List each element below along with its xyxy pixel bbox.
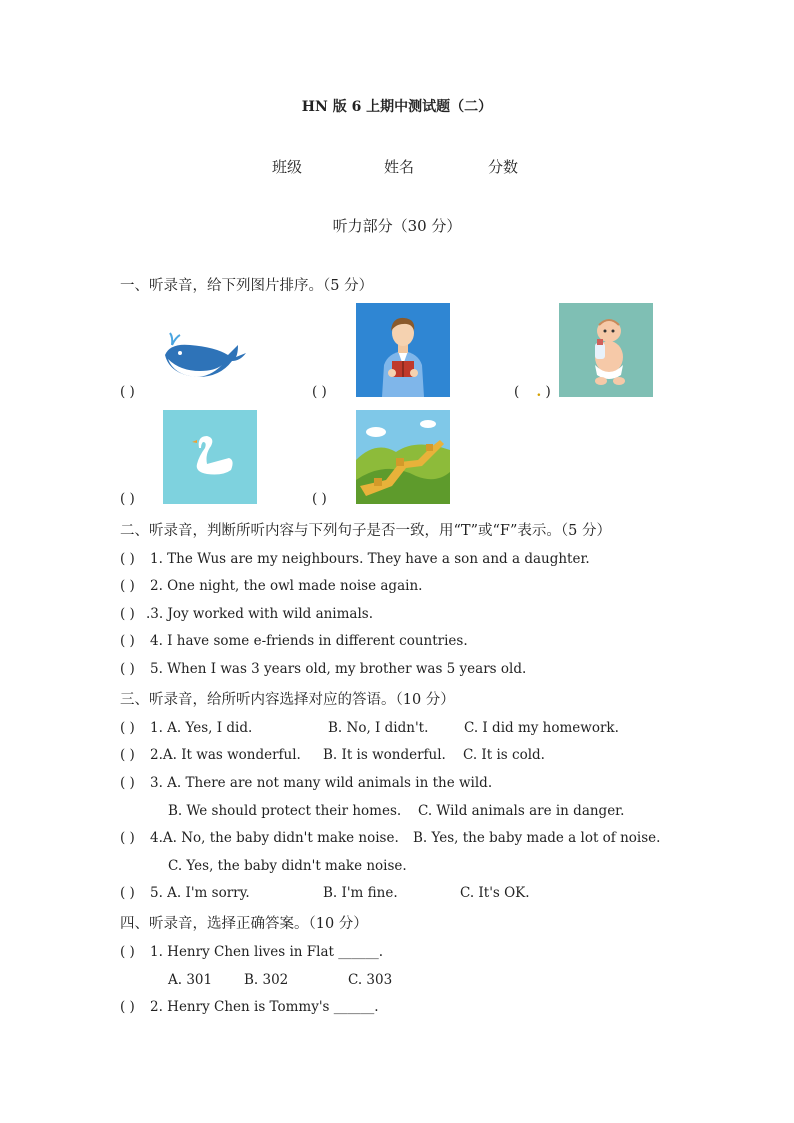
option-a: 4.A. No, the baby didn't make noise. [150, 830, 399, 846]
answer-paren[interactable]: ( ) [120, 661, 135, 677]
paren-dot: . [536, 384, 542, 400]
pic1-answer-paren[interactable]: ( ) [120, 384, 135, 400]
part3-item-4 [120, 830, 399, 846]
great-wall-image [356, 410, 450, 504]
whale-image [160, 325, 250, 385]
option-a: 5. A. I'm sorry. [150, 885, 250, 901]
part4-item-2 [120, 999, 379, 1015]
part4-item-1-option-b: B. 302 [244, 972, 289, 988]
swan-image [163, 410, 257, 504]
man-reading-image [356, 303, 450, 397]
part2-item-4 [120, 633, 468, 649]
part3-item-4-option-c: C. Yes, the baby didn't make noise. [168, 858, 407, 874]
answer-paren[interactable]: ( ) [120, 633, 135, 649]
paren-right: ) [545, 384, 551, 400]
part1-heading: 一、听录音，给下列图片排序。（5 分） [120, 278, 374, 294]
part3-item-3 [120, 775, 492, 791]
option-a: 2.A. It was wonderful. [150, 747, 301, 763]
answer-paren[interactable]: ( ) [120, 830, 135, 846]
answer-paren[interactable]: ( ) [120, 944, 135, 960]
part3-item-5 [120, 885, 250, 901]
part2-item-5 [120, 661, 526, 677]
question-text: 1. The Wus are my neighbours. They have a son and a daughter. [150, 551, 590, 567]
part3-item-5-option-c: C. It's OK. [460, 885, 530, 901]
man-icon [356, 303, 450, 397]
whale-icon [160, 325, 250, 385]
answer-paren[interactable]: ( ) [120, 578, 135, 594]
pic4-answer-paren[interactable]: ( ) [120, 491, 135, 507]
question-text: 2. One night, the owl made noise again. [150, 578, 423, 594]
pic2-answer-paren[interactable]: ( ) [312, 384, 327, 400]
part2-item-2 [120, 578, 422, 594]
part3-item-2-option-b: B. It is wonderful. [323, 747, 446, 763]
part3-item-3-option-b: B. We should protect their homes. [168, 803, 402, 819]
answer-paren[interactable]: ( ) [120, 885, 135, 901]
question-text: 1. Henry Chen lives in Flat ______. [150, 944, 384, 960]
baby-image [559, 303, 653, 397]
part4-item-1-option-c: C. 303 [348, 972, 393, 988]
option-a: 1. A. Yes, I did. [150, 720, 253, 736]
paren-left: ( [514, 384, 520, 400]
part2-item-3 [120, 606, 373, 622]
answer-paren[interactable]: ( ) [120, 720, 135, 736]
part4-heading: 四、听录音，选择正确答案。（10 分） [120, 916, 368, 932]
great-wall-icon [356, 410, 450, 504]
part3-item-5-option-b: B. I'm fine. [323, 885, 398, 901]
answer-paren[interactable]: ( ) [120, 999, 135, 1015]
part3-heading: 三、听录音，给所听内容选择对应的答语。（10 分） [120, 692, 455, 708]
answer-paren[interactable]: ( ) [120, 606, 135, 622]
baby-icon [559, 303, 653, 397]
part4-item-1-option-a: A. 301 [168, 972, 213, 988]
part3-item-2-option-c: C. It is cold. [463, 747, 545, 763]
question-text: 5. When I was 3 years old, my brother was 5 years old. [150, 661, 527, 677]
page-title: HN 版 6 上期中测试题（二） [301, 99, 493, 115]
part2-item-1 [120, 551, 590, 567]
part4-item-1 [120, 944, 383, 960]
part2-heading: 二、听录音，判断所听内容与下列句子是否一致，用“T”或“F”表示。（5 分） [120, 523, 611, 539]
question-text: 4. I have some e-friends in different countries. [150, 633, 468, 649]
part3-item-1-option-c: C. I did my homework. [464, 720, 619, 736]
swan-icon [163, 410, 257, 504]
part3-item-4-option-b: B. Yes, the baby made a lot of noise. [413, 830, 661, 846]
part3-item-2 [120, 747, 301, 763]
option-a: 3. A. There are not many wild animals in the wild. [150, 775, 493, 791]
answer-paren[interactable]: ( ) [120, 775, 135, 791]
pic3-answer-paren[interactable] [514, 384, 551, 400]
class-label: 班级 [272, 158, 303, 176]
part3-item-1 [120, 720, 252, 736]
pic5-answer-paren[interactable]: ( ) [312, 491, 327, 507]
name-label: 姓名 [384, 158, 415, 176]
score-label: 分数 [488, 158, 519, 176]
answer-paren[interactable]: ( ) [120, 747, 135, 763]
question-text: .3. Joy worked with wild animals. [146, 606, 374, 622]
part3-item-1-option-b: B. No, I didn't. [328, 720, 429, 736]
part3-item-3-option-c: C. Wild animals are in danger. [418, 803, 625, 819]
answer-paren[interactable]: ( ) [120, 551, 135, 567]
question-text: 2. Henry Chen is Tommy's ______. [150, 999, 379, 1015]
listening-header: 听力部分（30 分） [332, 217, 462, 235]
